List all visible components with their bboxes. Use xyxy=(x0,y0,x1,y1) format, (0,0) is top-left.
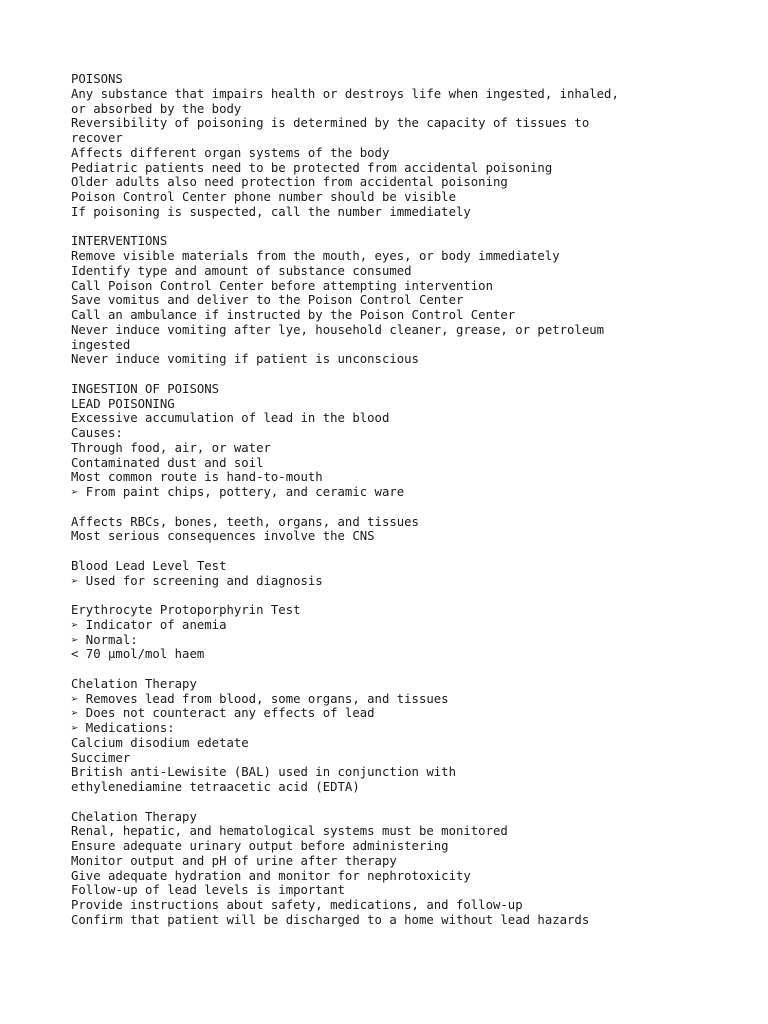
section-chelation-2 xyxy=(71,810,711,928)
section-heading: Chelation Therapy xyxy=(71,676,197,691)
text-line: ➢ Removes lead from blood, some organs, and tissues xyxy=(71,691,449,706)
text-line: Call Poison Control Center before attempting intervention xyxy=(71,278,493,293)
text-line: Give adequate hydration and monitor for nephrotoxicity xyxy=(71,868,471,883)
text-line: or absorbed by the body xyxy=(71,101,242,116)
text-line: recover xyxy=(71,131,123,145)
text-line: Most common route is hand-to-mouth xyxy=(71,470,323,485)
text-line: Pediatric patients need to be protected from accidental poisoning xyxy=(71,160,553,175)
text-line: ➢ From paint chips, pottery, and ceramic ware xyxy=(71,485,405,499)
text-line: If poisoning is suspected, call the number immediately xyxy=(71,204,471,219)
paragraph-gap xyxy=(71,795,711,810)
text-line: ethylenediamine tetraacetic acid (EDTA) xyxy=(71,780,360,794)
section-blood-lead-test xyxy=(71,559,711,589)
document-page xyxy=(71,72,711,928)
text-line: ➢ Indicator of anemia xyxy=(71,617,227,632)
section-heading: Affects RBCs, bones, teeth, organs, and tissues xyxy=(71,514,419,529)
section-poisons xyxy=(71,72,711,220)
text-line: Through food, air, or water xyxy=(71,440,271,455)
section-heading: POISONS xyxy=(71,72,123,86)
text-line: Reversibility of poisoning is determined by the capacity of tissues to xyxy=(71,116,590,131)
text-line: Causes: xyxy=(71,426,123,440)
paragraph-gap xyxy=(71,367,711,382)
text-line: Never induce vomiting if patient is unconscious xyxy=(71,352,419,367)
text-line: Identify type and amount of substance consumed xyxy=(71,263,412,278)
paragraph-gap xyxy=(71,220,711,235)
text-line: ➢ Used for screening and diagnosis xyxy=(71,573,323,588)
paragraph-gap xyxy=(71,500,711,515)
text-line: Confirm that patient will be discharged to a home without lead hazards xyxy=(71,912,590,927)
paragraph-gap xyxy=(71,544,711,559)
text-line: Renal, hepatic, and hematological systems must be monitored xyxy=(71,824,508,839)
text-line: Ensure adequate urinary output before administering xyxy=(71,839,449,853)
text-line: Remove visible materials from the mouth, eyes, or body immediately xyxy=(71,249,560,263)
text-line: ➢ Medications: xyxy=(71,721,175,735)
section-affects xyxy=(71,515,711,545)
text-line: Contaminated dust and soil xyxy=(71,455,264,470)
text-line: Succimer xyxy=(71,750,131,765)
text-line: ingested xyxy=(71,337,131,352)
text-line: Monitor output and pH of urine after therapy xyxy=(71,853,397,868)
section-ep-test xyxy=(71,603,711,662)
section-interventions xyxy=(71,234,711,367)
section-ingestion xyxy=(71,382,711,500)
text-line: ➢ Does not counteract any effects of lead xyxy=(71,706,375,721)
section-heading: INTERVENTIONS xyxy=(71,234,168,249)
text-line: Save vomitus and deliver to the Poison Control Center xyxy=(71,293,464,308)
section-heading: Chelation Therapy xyxy=(71,809,197,824)
text-line: British anti-Lewisite (BAL) used in conjunction with xyxy=(71,765,456,780)
paragraph-gap xyxy=(71,662,711,677)
text-line: Poison Control Center phone number should be visible xyxy=(71,190,456,204)
text-line: < 70 µmol/mol haem xyxy=(71,647,205,662)
section-heading: INGESTION OF POISONS xyxy=(71,381,220,396)
text-line: Most serious consequences involve the CNS xyxy=(71,529,375,544)
paragraph-gap xyxy=(71,588,711,603)
text-line: Calcium disodium edetate xyxy=(71,735,249,750)
text-line: ➢ Normal: xyxy=(71,632,138,647)
text-line: Follow-up of lead levels is important xyxy=(71,883,345,898)
text-line: Provide instructions about safety, medications, and follow-up xyxy=(71,898,523,912)
section-heading: Blood Lead Level Test xyxy=(71,558,227,573)
text-line: LEAD POISONING xyxy=(71,396,175,411)
section-heading: Erythrocyte Protoporphyrin Test xyxy=(71,603,301,617)
section-chelation-1 xyxy=(71,677,711,795)
text-line: Any substance that impairs health or destroys life when ingested, inhaled, xyxy=(71,86,619,101)
text-line: Excessive accumulation of lead in the blood xyxy=(71,411,390,426)
text-line: Call an ambulance if instructed by the Poison Control Center xyxy=(71,308,516,322)
text-line: Older adults also need protection from accidental poisoning xyxy=(71,175,508,190)
text-line: Never induce vomiting after lye, household cleaner, grease, or petroleum xyxy=(71,322,605,337)
text-line: Affects different organ systems of the body xyxy=(71,145,390,160)
